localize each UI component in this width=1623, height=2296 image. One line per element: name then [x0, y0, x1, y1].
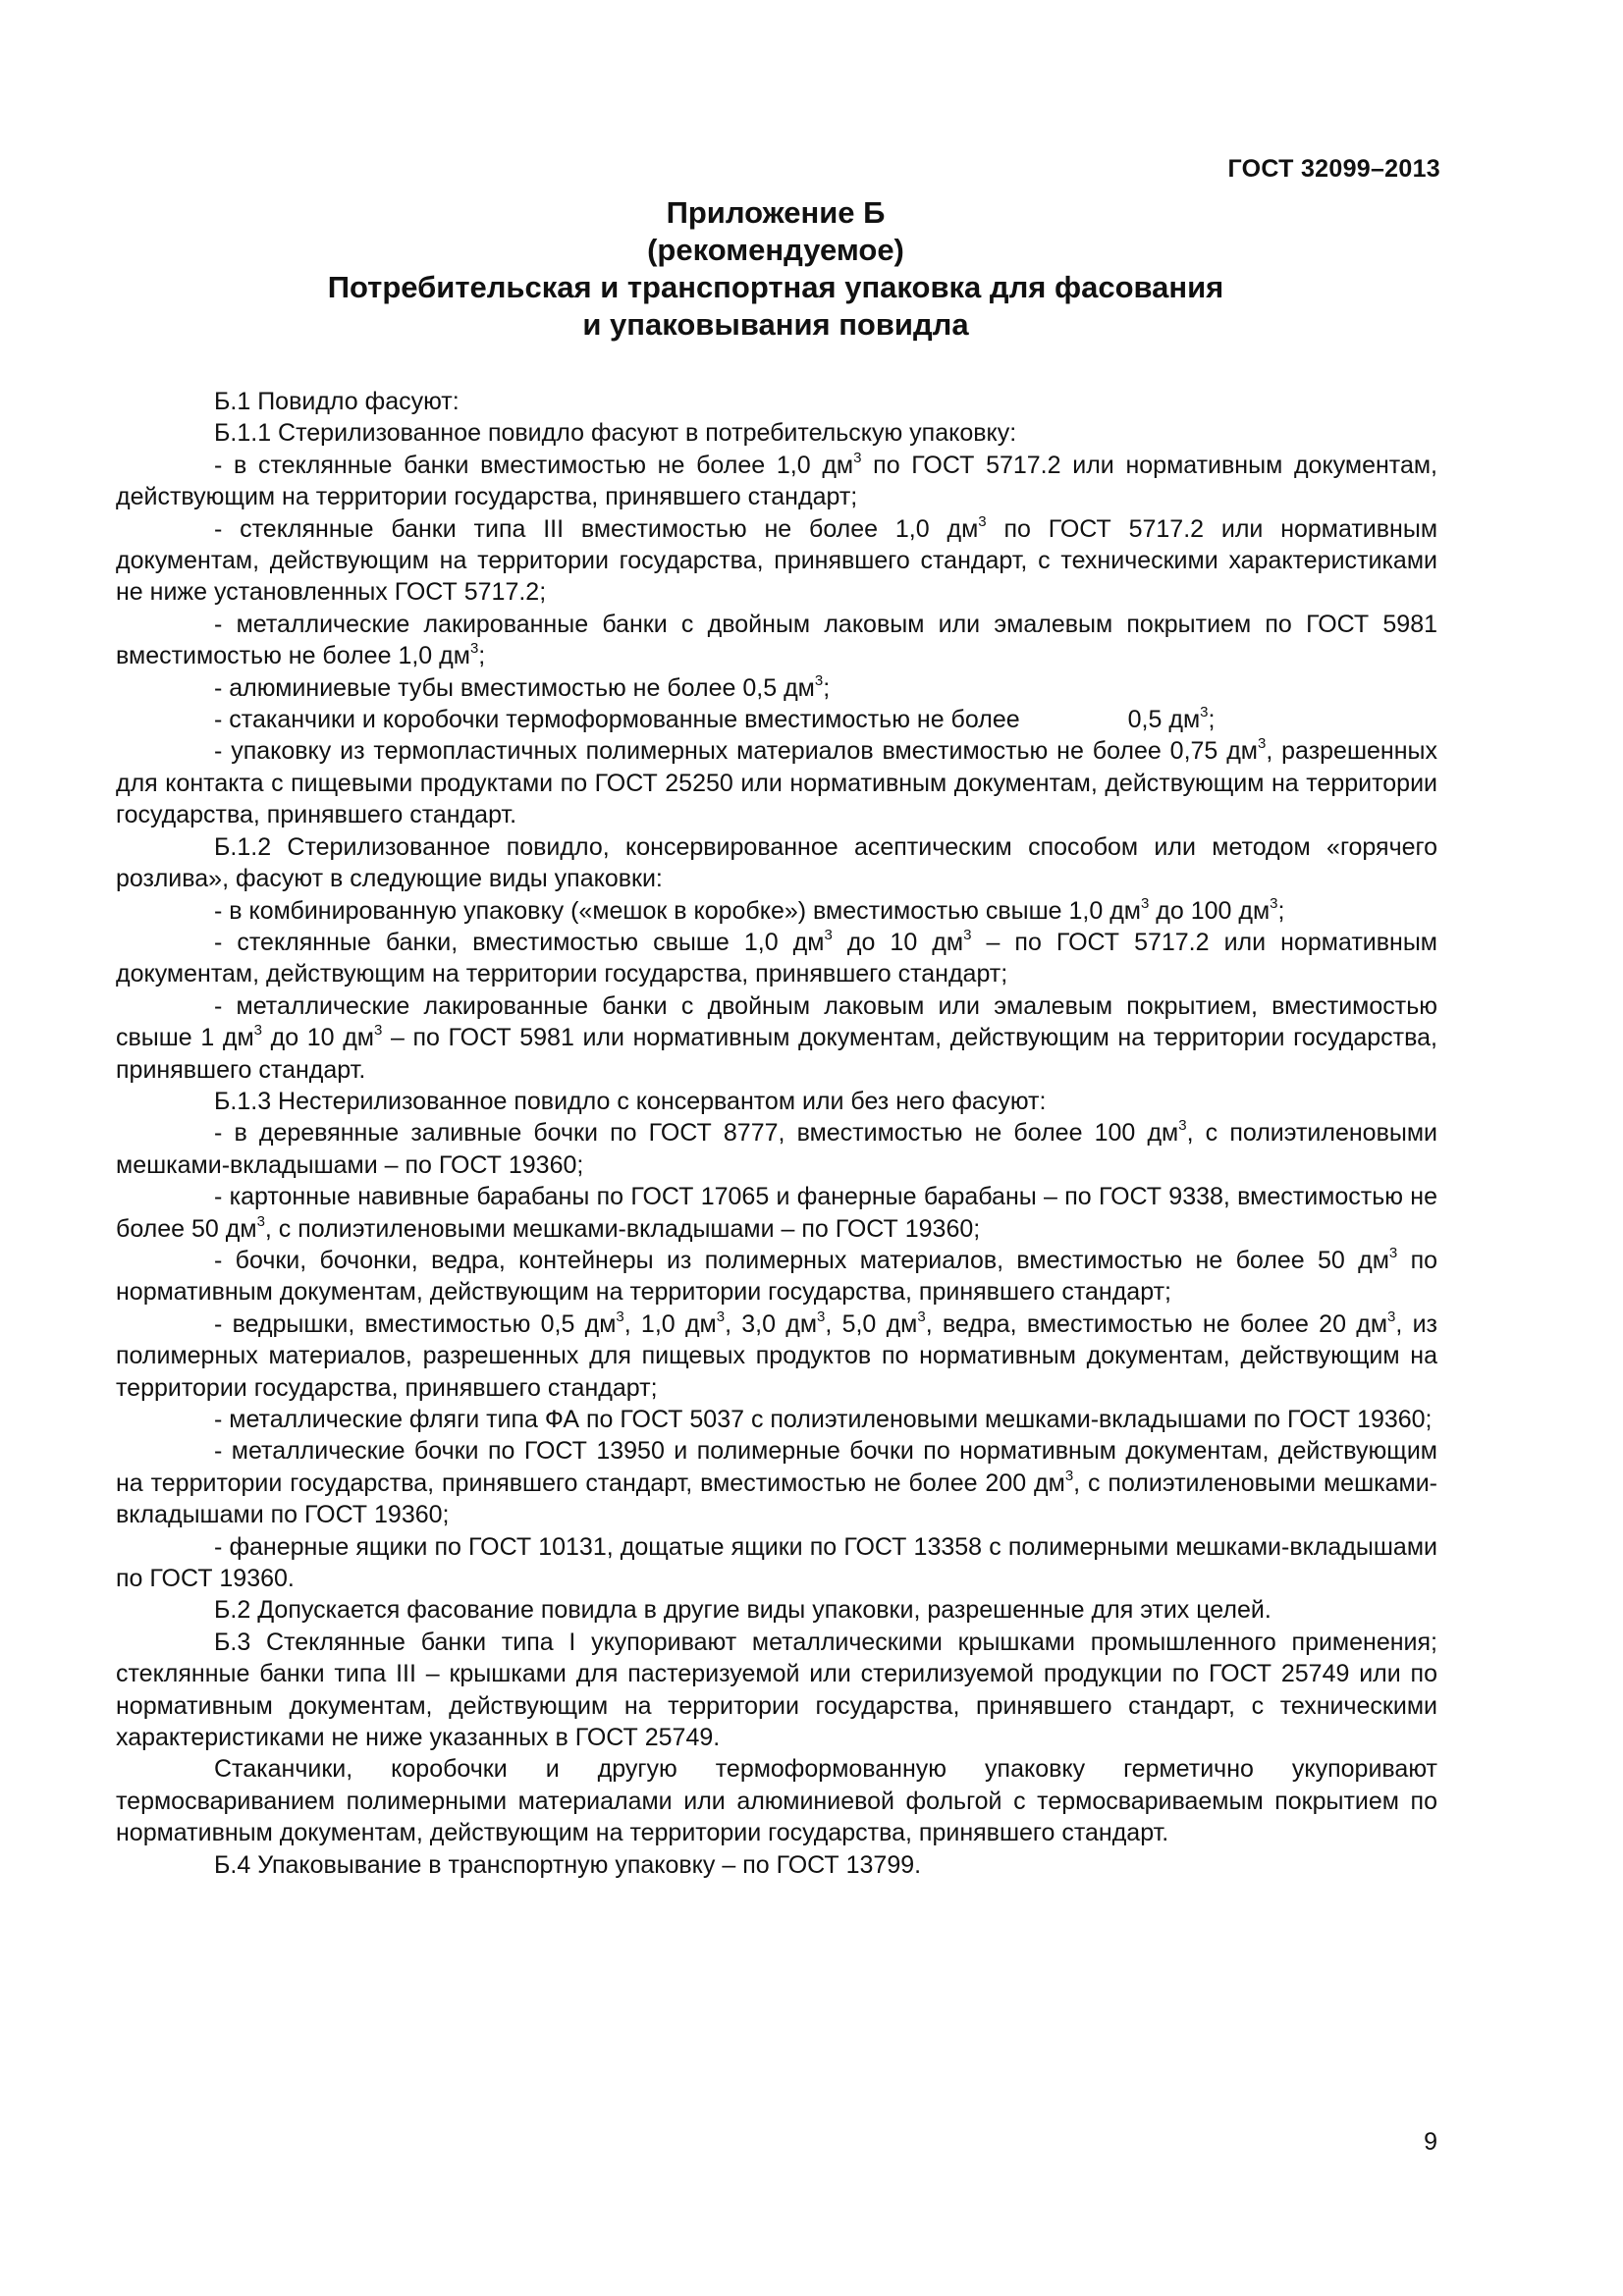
list-item-thermoformed-cups: - стаканчики и коробочки термоформованные вместимостью не более 0,5 $дм^3$; [214, 704, 1216, 734]
list-item-aluminium-tubes: - алюминиевые тубы вместимостью не более 0,5 $дм^3$; [214, 671, 831, 702]
annex-label: Приложение Б [666, 195, 886, 230]
paragraph-b1-2: Б.1.2 Стерилизованное повидло, консервированное асептическим способом или методом «горячего розлива», фасуют в следующие виды упаковки: [116, 832, 1437, 893]
paragraph-b3: Б.3 Стеклянные банки типа I укупоривают металлическими крышками промышленного применения; стеклянные банки типа III – крышками для пастеризуемой или стерилизуемой продукции по ГОСТ 25749 или по нормативным документам, действующим на территории государства, принявшего стандарт, с техническими характеристиками не ниже указанных в ГОСТ 25749. [116, 1628, 1437, 1752]
list-item-thermoplastic-packaging: - упаковку из термопластичных полимерных материалов вместимостью не более 0,75 $дм^3$, разрешенных для контакта с пищевыми продуктами по ГОСТ 25250 или нормативным документам, действующим на территории государства, принявшего стандарт. [116, 735, 1437, 829]
list-item-metal-flasks: - металлические фляги типа ФА по ГОСТ 5037 с полиэтиленовыми мешками-вкладышами по ГОСТ 19360; [214, 1406, 1433, 1433]
paragraph-b2: Б.2 Допускается фасование повидла в другие виды упаковки, разрешенные для этих целей. [214, 1596, 1271, 1625]
annex-title-line-2: и упаковывания повидла [582, 307, 969, 342]
document-code: ГОСТ 32099–2013 [1227, 155, 1440, 183]
paragraph-b1: Б.1 Повидло фасуют: [214, 388, 460, 415]
paragraph-b1-1: Б.1.1 Стерилизованное повидло фасуют в потребительскую упаковку: [214, 419, 1017, 448]
list-item-glass-jars-type-3: - стеклянные банки типа III вместимостью не более 1,0 $дм^3$ по ГОСТ 5717.2 или нормативным документам, действующим на территории государства, принявшего стандарт, с техническими характеристиками не ниже установленных ГОСТ 5717.2; [116, 512, 1438, 607]
annex-title-line-1: Потребительская и транспортная упаковка для фасования [327, 270, 1224, 304]
annex-body [116, 386, 1437, 1881]
list-item-small-pails: - ведрышки, вместимостью 0,5 $дм^3$, 1,0 $дм^3$, 3,0 $дм^3$, 5,0 $дм^3$, ведра, вместимостью не более 20 $дм^3$, из полимерных материалов, разрешенных для пищевых продуктов по нормативным документам, действующим на территории государства, принявшего стандарт; [116, 1308, 1437, 1402]
list-item-wooden-barrels: - в деревянные заливные бочки по ГОСТ 8777, вместимостью не более 100 $дм^3$, с полиэтиленовыми мешками-вкладышами – по ГОСТ 19360; [116, 1117, 1437, 1179]
list-item-polymer-containers: - бочки, бочонки, ведра, контейнеры из полимерных материалов, вместимостью не более 50 $дм^3$ по нормативным документам, действующим на территории государства, принявшего стандарт; [116, 1244, 1438, 1307]
list-item-metal-cans: - металлические лакированные банки с двойным лаковым или эмалевым покрытием по ГОСТ 5981 вместимостью не более 1,0 $дм^3$; [116, 610, 1437, 670]
annex-heading [118, 194, 1434, 344]
list-item-bag-in-box: - в комбинированную упаковку («мешок в коробке») вместимостью свыше 1,0 $дм^3$ до 100 $дм^3$; [214, 894, 1285, 925]
list-item-plywood-boxes: - фанерные ящики по ГОСТ 10131, дощатые ящики по ГОСТ 13358 с полимерными мешками-вкладышами по ГОСТ 19360. [116, 1532, 1437, 1593]
paragraph-b3-sealing: Стаканчики, коробочки и другую термоформованную упаковку герметично укупоривают термосвариванием полимерными материалами или алюминиевой фольгой с термосвариваемым покрытием по нормативным документам, действующим на территории государства, принявшего стандарт. [116, 1755, 1437, 1847]
list-item-glass-jars-large: - стеклянные банки, вместимостью свыше 1,0 $дм^3$ до 10 $дм^3$ – по ГОСТ 5717.2 или нормативным документам, действующим на территории государства, принявшего стандарт; [116, 926, 1437, 988]
page-number: 9 [1424, 2128, 1437, 2156]
list-item-metal-barrels: - металлические бочки по ГОСТ 13950 и полимерные бочки по нормативным документам, действующим на территории государства, принявшего стандарт, вместимостью не более 200 $дм^3$, с полиэтиленовыми мешками-вкладышами по ГОСТ 19360; [116, 1437, 1438, 1529]
list-item-glass-jars: - в стеклянные банки вместимостью не более 1,0 $дм^3$ по ГОСТ 5717.2 или нормативным документам, действующим на территории государства, принявшего стандарт; [116, 449, 1437, 511]
paragraph-b4: Б.4 Упаковывание в транспортную упаковку – по ГОСТ 13799. [214, 1850, 922, 1879]
annex-status: (рекомендуемое) [647, 233, 904, 267]
list-item-cardboard-drums: - картонные навивные барабаны по ГОСТ 17065 и фанерные барабаны – по ГОСТ 9338, вместимостью не более 50 $дм^3$, с полиэтиленовыми мешками-вкладышами – по ГОСТ 19360; [116, 1183, 1437, 1243]
paragraph-b1-3: Б.1.3 Нестерилизованное повидло с консервантом или без него фасуют: [214, 1087, 1047, 1115]
list-item-metal-cans-large: - металлические лакированные банки с двойным лаковым или эмалевым покрытием, вместимостью свыше 1 $дм^3$ до 10 $дм^3$ – по ГОСТ 5981 или нормативным документам, действующим на территории государства, принявшего стандарт. [116, 991, 1437, 1084]
